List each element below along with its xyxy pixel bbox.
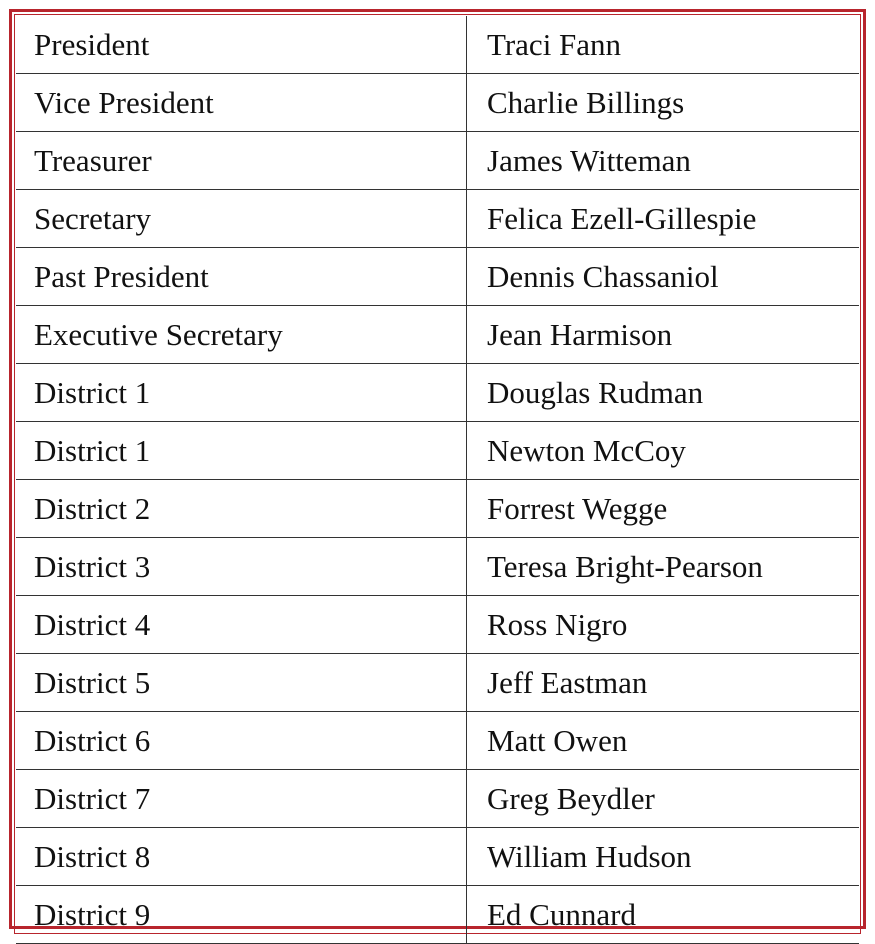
name-cell: Douglas Rudman xyxy=(467,364,860,422)
name-cell: Charlie Billings xyxy=(467,74,860,132)
name-cell: Greg Beydler xyxy=(467,770,860,828)
name-cell: Newton McCoy xyxy=(467,422,860,480)
name-cell: Forrest Wegge xyxy=(467,480,860,538)
table-row xyxy=(16,16,859,74)
table-row xyxy=(16,190,859,248)
name-cell: Traci Fann xyxy=(467,16,860,74)
table-row xyxy=(16,306,859,364)
role-cell: District 1 xyxy=(16,364,467,422)
table-row xyxy=(16,712,859,770)
table-row xyxy=(16,596,859,654)
name-cell: Dennis Chassaniol xyxy=(467,248,860,306)
role-cell: President xyxy=(16,16,467,74)
role-cell: District 1 xyxy=(16,422,467,480)
table-row xyxy=(16,132,859,190)
table-row xyxy=(16,886,859,944)
role-cell: Executive Secretary xyxy=(16,306,467,364)
role-cell: District 2 xyxy=(16,480,467,538)
role-cell: District 8 xyxy=(16,828,467,886)
officers-table xyxy=(16,16,859,944)
role-cell: District 6 xyxy=(16,712,467,770)
name-cell: Matt Owen xyxy=(467,712,860,770)
role-cell: District 9 xyxy=(16,886,467,944)
role-cell: District 4 xyxy=(16,596,467,654)
role-cell: District 7 xyxy=(16,770,467,828)
role-cell: Treasurer xyxy=(16,132,467,190)
name-cell: James Witteman xyxy=(467,132,860,190)
table-row xyxy=(16,770,859,828)
name-cell: William Hudson xyxy=(467,828,860,886)
role-cell: Vice President xyxy=(16,74,467,132)
role-cell: Past President xyxy=(16,248,467,306)
role-cell: District 5 xyxy=(16,654,467,712)
table-row xyxy=(16,248,859,306)
name-cell: Jeff Eastman xyxy=(467,654,860,712)
table-row xyxy=(16,654,859,712)
name-cell: Ed Cunnard xyxy=(467,886,860,944)
name-cell: Ross Nigro xyxy=(467,596,860,654)
role-cell: District 3 xyxy=(16,538,467,596)
table-row xyxy=(16,422,859,480)
name-cell: Jean Harmison xyxy=(467,306,860,364)
name-cell: Felica Ezell-Gillespie xyxy=(467,190,860,248)
table-row xyxy=(16,480,859,538)
table-row xyxy=(16,364,859,422)
table-row xyxy=(16,828,859,886)
role-cell: Secretary xyxy=(16,190,467,248)
table-row xyxy=(16,538,859,596)
table-row xyxy=(16,74,859,132)
name-cell: Teresa Bright-Pearson xyxy=(467,538,860,596)
